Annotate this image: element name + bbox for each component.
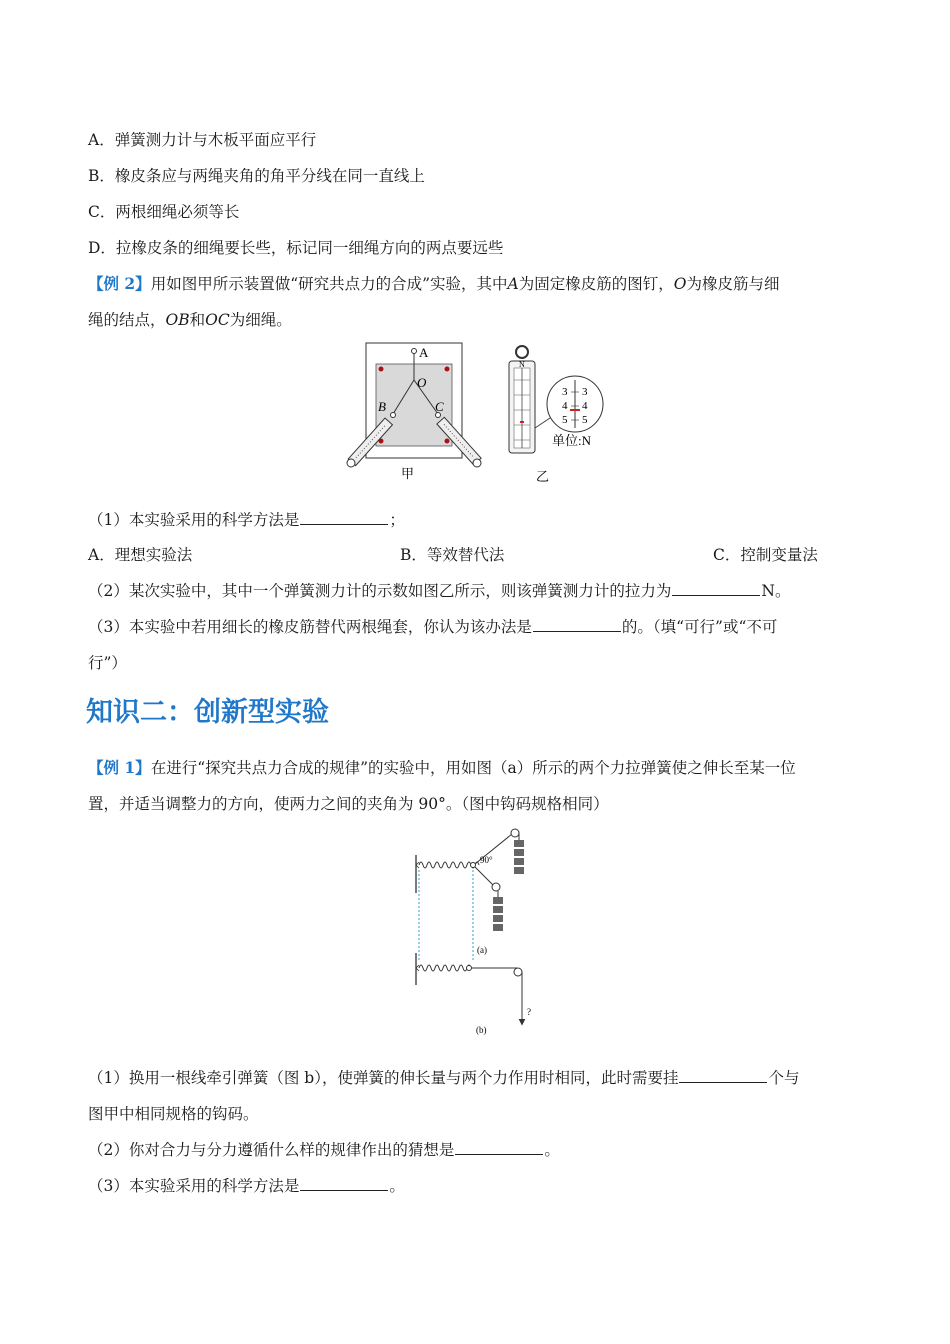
answer-blank[interactable] xyxy=(455,1140,543,1155)
scale-4-right: 4 xyxy=(582,400,588,412)
label-O: O xyxy=(417,375,427,390)
answer-blank[interactable] xyxy=(672,581,760,596)
example1-line1: 【例 1】在进行“探究共点力合成的规律”的实验中，用如图（a）所示的两个力拉弹簧使之伸长至某一位 xyxy=(88,758,796,777)
option-d: D．拉橡皮条的细绳要长些，标记同一细绳方向的两点要远些 xyxy=(88,239,504,257)
scale-5-right: 5 xyxy=(582,414,588,426)
option-c: C．两根细绳必须等长 xyxy=(88,203,240,221)
label-unit: 单位:N xyxy=(552,433,592,448)
example1-q2: （2）你对合力与分力遵循什么样的规律作出的猜想是 。 xyxy=(88,1141,560,1159)
scale-5-left: 5 xyxy=(562,414,568,426)
example2-line1: 【例 2】用如图甲所示装置做“研究共点力的合成”实验，其中A为固定橡皮筋的图钉，O为橡皮筋与细 xyxy=(88,274,780,293)
figure-ab xyxy=(405,825,545,1035)
figure-yi xyxy=(509,346,603,484)
label-yi: 乙 xyxy=(536,469,550,484)
example2-q2: （2）某次实验中，其中一个弹簧测力计的示数如图乙所示，则该弹簧测力计的拉力为 N。 xyxy=(88,582,791,600)
label-A: A xyxy=(419,345,429,360)
choice-c: C．控制变量法 xyxy=(713,546,818,564)
label-B: B xyxy=(378,399,386,414)
example1-q1: （1）换用一根线牵引弹簧（图 b），使弹簧的伸长量与两个力作用时相同，此时需要挂 个与 xyxy=(88,1069,800,1087)
label-N-top: N xyxy=(519,360,525,369)
label-question: ? xyxy=(527,1007,531,1017)
answer-blank[interactable] xyxy=(533,617,621,632)
label-a: (a) xyxy=(477,945,487,955)
answer-blank[interactable] xyxy=(300,1176,388,1191)
option-b: B．橡皮条应与两绳夹角的角平分线在同一直线上 xyxy=(88,167,425,185)
example2-q1: （1）本实验采用的科学方法是 ； xyxy=(88,511,405,529)
example1-q1-line2: 图甲中相同规格的钩码。 xyxy=(88,1105,259,1123)
example2-line2: 绳的结点，OB和OC为细绳。 xyxy=(88,311,292,329)
scale-3-left: 3 xyxy=(562,386,568,398)
figure-jia xyxy=(347,343,481,481)
scale-3-right: 3 xyxy=(582,386,588,398)
example2-q3: （3）本实验中若用细长的橡皮筋替代两根绳套，你认为该办法是 的。（填“可行”或“不可 xyxy=(88,618,778,636)
section-title: 知识二：创新型实验 xyxy=(86,697,329,728)
example2-tag: 【例 2】 xyxy=(88,274,151,293)
label-b: (b) xyxy=(476,1025,487,1035)
label-C: C xyxy=(435,399,444,414)
example1-q3: （3）本实验采用的科学方法是 。 xyxy=(88,1177,405,1195)
example2-q3-line2: 行”） xyxy=(88,654,127,672)
answer-blank[interactable] xyxy=(679,1068,767,1083)
choice-b: B．等效替代法 xyxy=(400,546,505,564)
label-jia: 甲 xyxy=(401,466,415,481)
option-a: A．弹簧测力计与木板平面应平行 xyxy=(88,131,317,149)
example1-tag: 【例 1】 xyxy=(88,758,151,777)
answer-blank[interactable] xyxy=(300,510,388,525)
choice-a: A．理想实验法 xyxy=(88,546,193,564)
example1-line2: 置，并适当调整力的方向，使两力之间的夹角为 90°。（图中钩码规格相同） xyxy=(88,795,609,813)
figure-jia-yi xyxy=(330,340,630,490)
scale-4-left: 4 xyxy=(562,400,568,412)
label-90deg: 90° xyxy=(480,855,493,865)
